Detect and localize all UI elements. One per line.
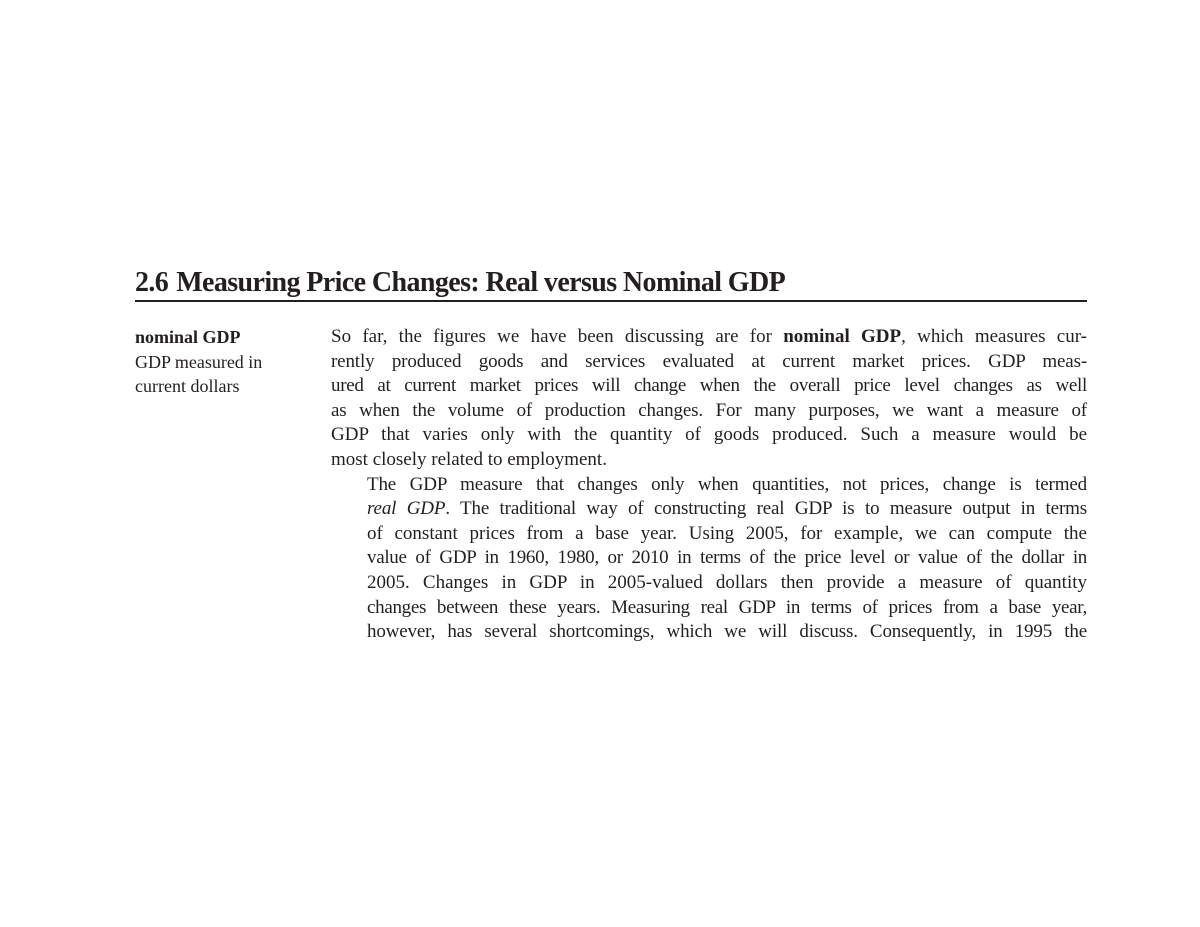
section-title: [135, 266, 1087, 300]
section-title-text: Measuring Price Changes: Real versus Nominal GDP: [176, 267, 786, 298]
text-line: rently produced goods and services evaluated at current market prices. GDP meas-: [331, 350, 1087, 372]
glossary-definition-line: GDP measured in: [135, 351, 263, 372]
text-line: of constant prices from a base year. Using 2005, for example, we can compute the: [367, 522, 1087, 544]
text-line: GDP that varies only with the quantity of goods produced. Such a measure would be: [331, 424, 1087, 446]
paragraph: [331, 325, 1087, 473]
text-line: [331, 497, 1087, 522]
text-line: most closely related to employment.: [331, 448, 607, 470]
text-line: however, has several shortcomings, which we will discuss. Consequently, in 1995 the: [367, 621, 1087, 643]
text-line: changes between these years. Measuring real GDP in terms of prices from a base year,: [367, 596, 1087, 618]
text-line: The GDP measure that changes only when quantities, not prices, change is termed: [367, 473, 1087, 495]
section-heading: [135, 266, 1087, 302]
text-line: [331, 325, 1087, 350]
body-text: [331, 325, 1087, 645]
text-line: value of GDP in 1960, 1980, or 2010 in terms of the price level or value of the dollar in: [367, 547, 1087, 569]
paragraph: [331, 473, 1087, 645]
text-run: , which measures cur-: [901, 326, 1087, 347]
glossary-term: nominal GDP: [135, 327, 241, 347]
section-number: 2.6: [135, 267, 169, 298]
text-run: So far, the figures we have been discussing are for: [331, 326, 784, 347]
margin-glossary-note: [135, 325, 310, 399]
text-line: 2005. Changes in GDP in 2005-valued dollars then provide a measure of quantity: [367, 571, 1087, 593]
text-line: ured at current market prices will change when the overall price level changes as well: [331, 375, 1087, 397]
italic-term-real-gdp: real GDP: [367, 498, 446, 520]
key-term-nominal-gdp: nominal GDP: [783, 326, 902, 347]
text-line: as when the volume of production changes. For many purposes, we want a measure of: [331, 399, 1087, 421]
text-run: . The traditional way of constructing real GDP is to measure output in terms: [445, 498, 1088, 520]
glossary-definition-line: current dollars: [135, 376, 240, 396]
